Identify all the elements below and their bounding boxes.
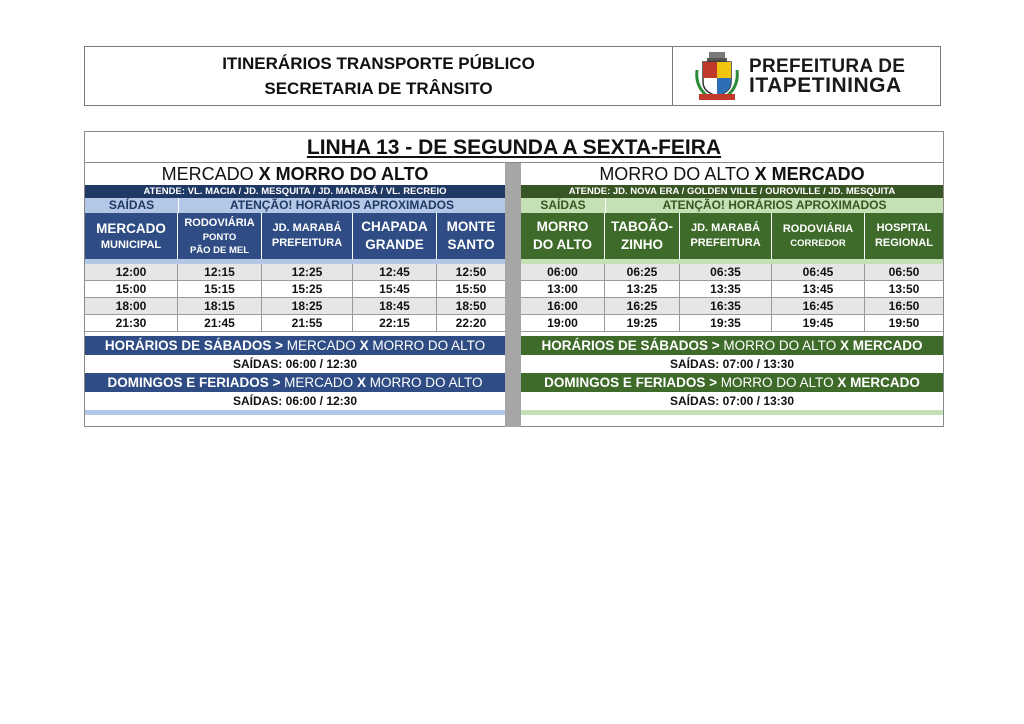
time-cell: 21:55 [262,315,353,331]
time-cell: 12:50 [455,265,487,279]
saturday-departures-right: SAÍDAS: 07:00 / 13:30 [521,355,943,373]
sunday-departures-left: SAÍDAS: 06:00 / 12:30 [85,392,505,410]
stop-jd-maraba [680,213,772,259]
atende-right: ATENDE: JD. NOVA ERA / GOLDEN VILLE / OUROVILLE / JD. MESQUITA [521,185,943,198]
time-cell: 19:45 [772,315,865,331]
time-cell: 12:25 [262,264,353,280]
sunday-x: X [356,375,366,390]
sunday-route-to: X MERCADO [837,375,920,390]
saturday-route-from: MORRO DO ALTO [719,338,840,353]
stop-line2: CORREDOR [790,238,846,249]
saturday-route-from: MERCADO [283,338,360,353]
time-cell: 06:50 [888,265,920,279]
saidas-label: SAÍDAS [521,198,606,213]
stop-hospital-regional [865,213,943,259]
header-title-line2: SECRETARIA DE TRÂNSITO [264,79,493,98]
sunday-route-from: MERCADO [280,375,357,390]
time-cell: 15:25 [262,281,353,297]
time-cell: 16:00 [521,298,605,314]
time-cell: 19:25 [605,315,680,331]
time-cell: 18:45 [353,298,437,314]
time-cell: 13:45 [772,281,865,297]
main-title: LINHA 13 - DE SEGUNDA A SEXTA-FEIRA [85,132,943,163]
time-cell: 15:45 [353,281,437,297]
route-right [521,163,943,415]
sunday-route-from: MORRO DO ALTO [717,375,838,390]
table-row [85,298,505,315]
stop-line2: MUNICIPAL [100,238,162,251]
table-row [521,315,943,332]
time-cell: 19:50 [888,316,920,330]
table-row [521,264,943,281]
subhead-right [521,198,943,213]
time-cell: 22:15 [353,315,437,331]
stop-line2: PREFEITURA [690,237,761,249]
sunday-bar-right [521,373,943,392]
route-left [85,163,505,415]
time-cell: 13:00 [521,281,605,297]
header-box [84,46,941,106]
times-right [521,264,943,332]
stop-line3: PÃO DE MEL [189,244,250,256]
table-row [521,298,943,315]
saturday-departures-left: SAÍDAS: 06:00 / 12:30 [85,355,505,373]
stop-line1: MERCADO [96,220,166,236]
stops-left [85,213,505,259]
saturday-label: HORÁRIOS DE SÁBADOS > [541,338,720,353]
time-cell: 13:25 [605,281,680,297]
stop-rodoviaria-corredor [772,213,865,259]
times-left [85,264,505,332]
route-title-left [85,163,505,185]
time-cell: 16:50 [888,299,920,313]
time-cell: 15:50 [455,282,487,296]
column-divider [505,163,521,427]
saturday-route-to: X MERCADO [839,338,923,353]
stop-line1: TABOÃO- [611,219,673,234]
sunday-route-to: MORRO DO ALTO [365,375,483,390]
saturday-bar-right [521,336,943,355]
stop-line1: CHAPADA [361,219,428,234]
time-cell: 06:00 [521,264,605,280]
stop-line2: PONTO [202,231,237,243]
stop-mercado-municipal [85,213,178,259]
saturday-x: X [359,338,369,353]
time-cell: 18:25 [262,298,353,314]
stops-right [521,213,943,259]
header-title-line1: ITINERÁRIOS TRANSPORTE PÚBLICO [222,54,535,73]
time-cell: 15:15 [178,281,262,297]
time-cell: 19:00 [521,315,605,331]
subhead-left [85,198,505,213]
brand-line1: PREFEITURA DE [749,56,906,77]
stop-line2: GRANDE [365,237,424,252]
time-cell: 19:35 [680,315,772,331]
table-row [85,264,505,281]
saturday-bar-left [85,336,505,355]
route-right-to: X MERCADO [754,164,865,184]
sunday-label: DOMINGOS E FERIADOS > [107,375,281,390]
route-right-from: MORRO DO ALTO [599,164,755,184]
atende-left: ATENDE: VL. MACIA / JD. MESQUITA / JD. MARABÁ / VL. RECREIO [85,185,505,198]
route-title-right [521,163,943,185]
stop-jd-maraba [262,213,353,259]
brand [673,47,940,105]
stop-morro-do-alto [521,213,605,259]
time-cell: 12:15 [178,264,262,280]
table-row [85,315,505,332]
time-cell: 13:50 [888,282,920,296]
time-cell: 18:00 [85,298,178,314]
header-title [85,47,673,105]
time-cell: 21:45 [178,315,262,331]
stop-rodoviaria-ponto [178,213,262,259]
stop-line2: PREFEITURA [271,237,343,249]
stop-line2: DO ALTO [533,237,592,252]
stop-line1: JD. MARABÁ [690,222,761,234]
sunday-bar-left [85,373,505,392]
stop-taboaozinho [605,213,680,259]
table-row [521,281,943,298]
time-cell: 06:35 [680,264,772,280]
stop-line1: JD. MARABÁ [272,222,342,234]
stop-line1: MONTE [446,219,496,234]
time-cell: 06:25 [605,264,680,280]
table-row [85,281,505,298]
time-cell: 13:35 [680,281,772,297]
sunday-departures-right: SAÍDAS: 07:00 / 13:30 [521,392,943,410]
atencao-label: ATENÇÃO! HORÁRIOS APROXIMADOS [662,198,887,212]
stop-line1: MORRO [536,219,589,234]
time-cell: 16:25 [605,298,680,314]
atencao-label: ATENÇÃO! HORÁRIOS APROXIMADOS [229,198,454,212]
time-cell: 16:45 [772,298,865,314]
coat-of-arms-icon [693,50,741,102]
time-cell: 12:00 [85,264,178,280]
time-cell: 21:30 [85,315,178,331]
stop-line2: ZINHO [621,237,663,252]
schedule-table [84,131,944,427]
saturday-route-to: MORRO DO ALTO [368,338,486,353]
stop-monte-santo [437,213,505,259]
time-cell: 22:20 [455,316,487,330]
time-cell: 16:35 [680,298,772,314]
time-cell: 18:50 [455,299,487,313]
stop-chapada-grande [353,213,437,259]
time-cell: 18:15 [178,298,262,314]
time-cell: 12:45 [353,264,437,280]
route-left-to: X MORRO DO ALTO [258,164,429,184]
brand-line2: ITAPETININGA [749,74,902,97]
stop-line1: RODOVIÁRIA [184,216,255,229]
stop-line1: HOSPITAL [876,222,932,234]
time-cell: 15:00 [85,281,178,297]
route-left-from: MERCADO [161,164,259,184]
saidas-label: SAÍDAS [85,198,179,213]
stop-line2: SANTO [447,237,495,252]
stop-line2: REGIONAL [874,237,934,249]
saturday-label: HORÁRIOS DE SÁBADOS > [104,338,284,353]
sunday-label: DOMINGOS E FERIADOS > [544,375,718,390]
time-cell: 06:45 [772,264,865,280]
stop-line1: RODOVIÁRIA [782,223,854,235]
